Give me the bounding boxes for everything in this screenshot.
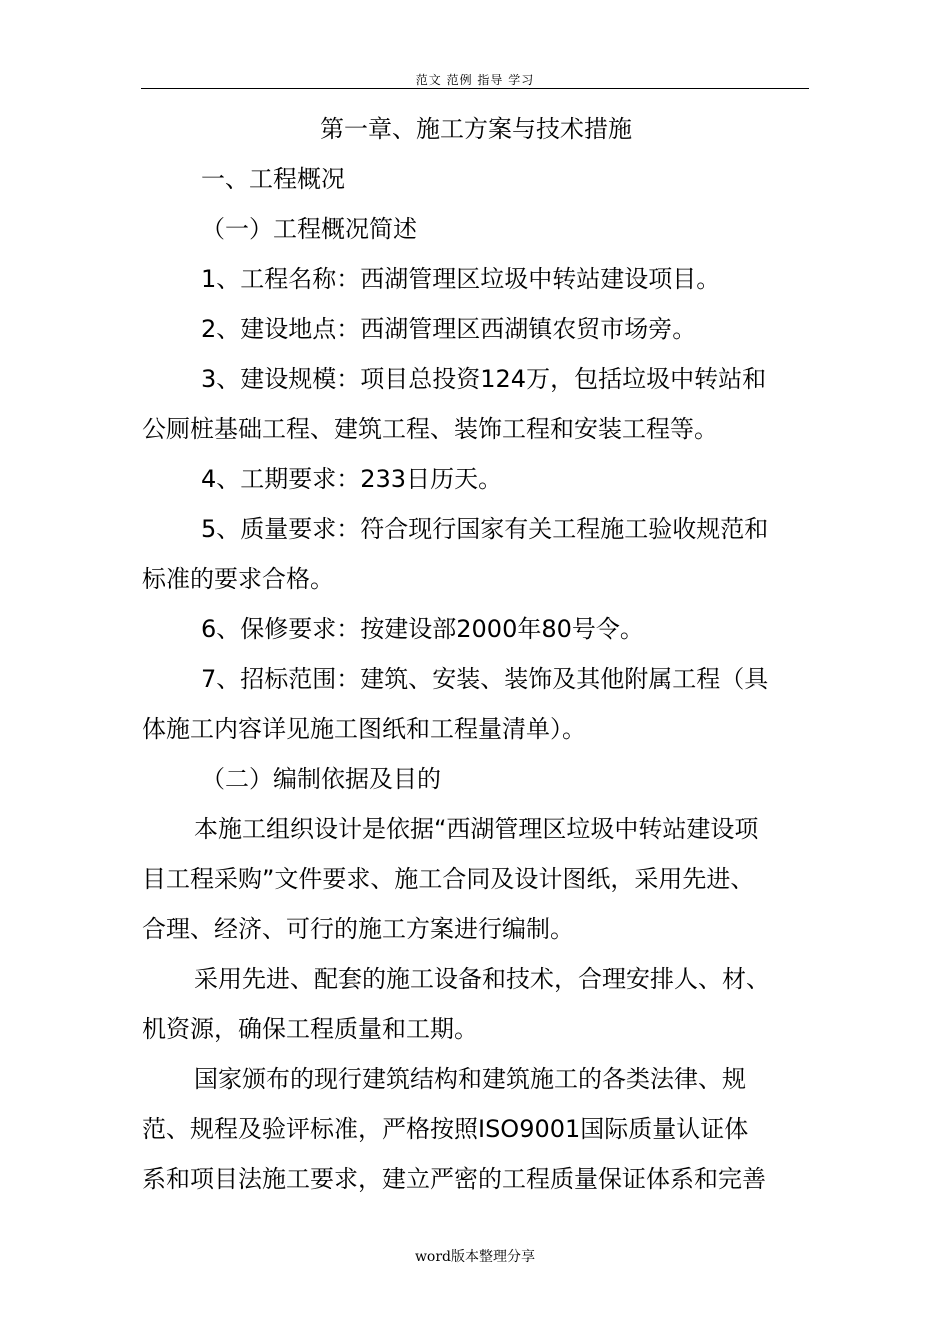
- paragraph-line: 4、工期要求：233日历天。: [201, 465, 503, 493]
- paragraph-line: 系和项目法施工要求，建立严密的工程质量保证体系和完善: [142, 1165, 766, 1193]
- paragraph-line: 5、质量要求：符合现行国家有关工程施工验收规范和: [201, 515, 769, 543]
- paragraph-line: 国家颁布的现行建筑结构和建筑施工的各类法律、规: [194, 1065, 746, 1093]
- paragraph-line: 本施工组织设计是依据“西湖管理区垃圾中转站建设项: [194, 815, 759, 843]
- paragraph-line: 目工程采购”文件要求、施工合同及设计图纸，采用先进、: [142, 865, 755, 893]
- paragraph-line: 1、工程名称：西湖管理区垃圾中转站建设项目。: [201, 265, 721, 293]
- header-divider: [141, 88, 809, 89]
- paragraph-line: 公厕桩基础工程、建筑工程、装饰工程和安装工程等。: [142, 415, 718, 443]
- paragraph-line: 机资源，确保工程质量和工期。: [142, 1015, 478, 1043]
- paragraph-line: 2、建设地点：西湖管理区西湖镇农贸市场旁。: [201, 315, 697, 343]
- section-heading: 一、工程概况: [201, 165, 345, 193]
- paragraph-line: 合理、经济、可行的施工方案进行编制。: [142, 915, 574, 943]
- paragraph-line: 7、招标范围：建筑、安装、装饰及其他附属工程（具: [201, 665, 769, 693]
- paragraph-line: 范、规程及验评标准，严格按照ISO9001国际质量认证体: [142, 1115, 749, 1143]
- paragraph-line: 3、建设规模：项目总投资124万，包括垃圾中转站和: [201, 365, 767, 393]
- subsection-heading: （一）工程概况简述: [201, 215, 417, 243]
- page-header: 范文 范例 指导 学习: [415, 73, 535, 87]
- document-body: [142, 104, 810, 1204]
- paragraph-line: 采用先进、配套的施工设备和技术，合理安排人、材、: [194, 965, 770, 993]
- chapter-title: 第一章、施工方案与技术措施: [320, 115, 632, 143]
- paragraph-line: 体施工内容详见施工图纸和工程量清单）。: [142, 715, 586, 743]
- subsection-heading: （二）编制依据及目的: [201, 765, 441, 793]
- page-footer: word版本整理分享: [414, 1249, 536, 1265]
- paragraph-line: 6、保修要求：按建设部2000年80号令。: [201, 615, 644, 643]
- paragraph-line: 标准的要求合格。: [142, 565, 334, 593]
